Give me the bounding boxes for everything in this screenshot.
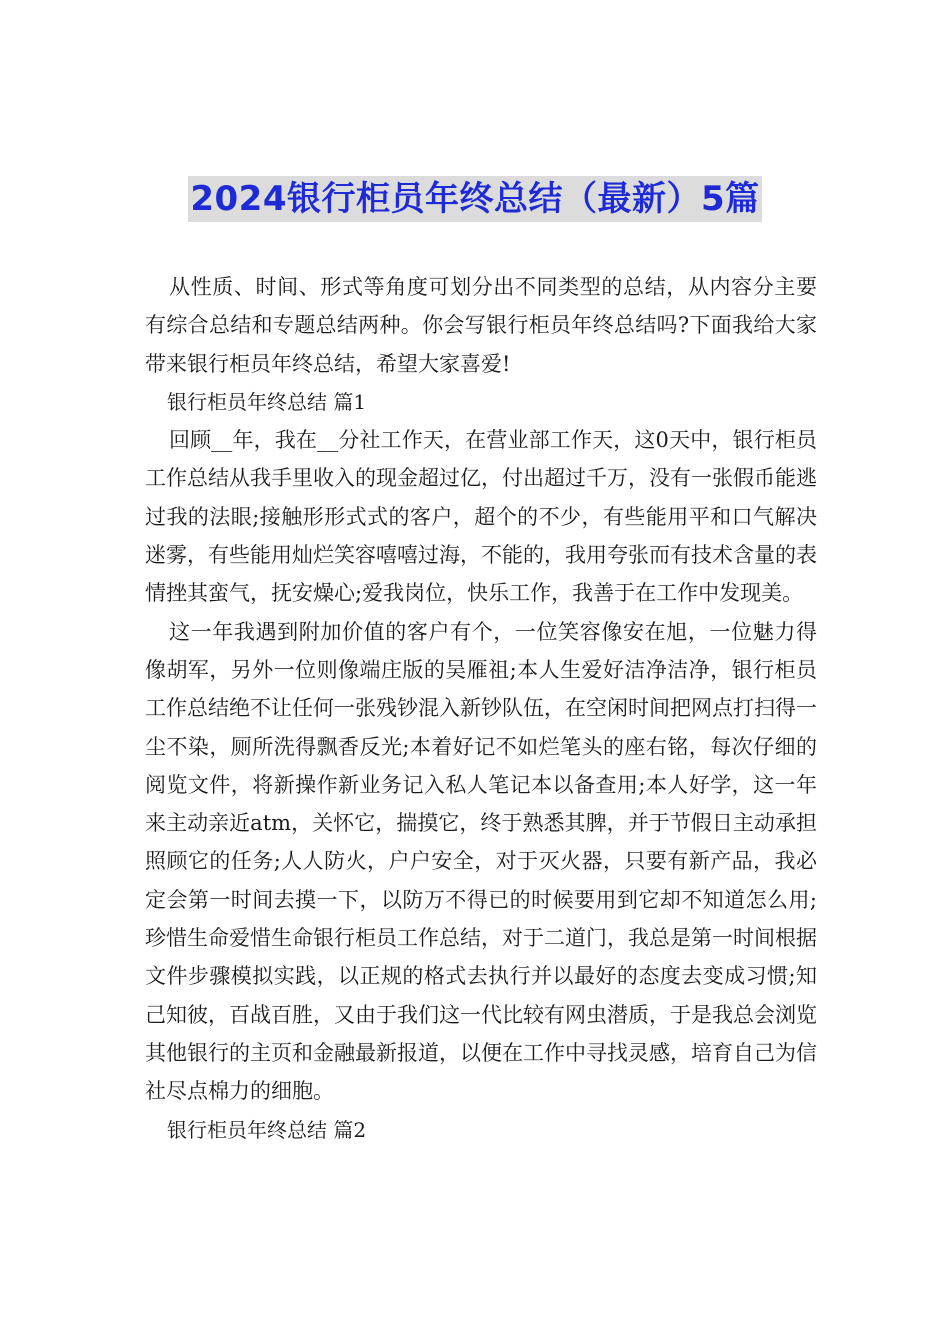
section-heading-1: 银行柜员年终总结 篇1 xyxy=(167,389,367,414)
title-container xyxy=(0,176,950,222)
document-title: 2024银行柜员年终总结（最新）5篇 xyxy=(188,176,761,222)
section1-paragraph-2: 这一年我遇到附加价值的客户有个，一位笑容像安在旭，一位魅力得像胡军，另外一位则像端庄版的吴雁祖;本人生爱好洁净洁净，银行柜员工作总结绝不让任何一张残钞混入新钞队伍，在空闲时间把网点打扫得一尘不染，厕所洗得飘香反光;本着好记不如烂笔头的座右铭，每次仔细的阅览文件，将新操作新业务记入私人笔记本以备查用;本人好学，这一年来主动亲近atm，关怀它，揣摸它，终于熟悉其脾，并于节假日主动承担照顾它的任务;人人防火，户户安全，对于灭火器，只要有新产品，我必定会第一时间去摸一下，以防万不得已的时候要用到它却不知道怎么用;珍惜生命爱惜生命银行柜员工作总结，对于二道门，我总是第一时间根据文件步骤模拟实践，以正规的格式去执行并以最好的态度去变成习惯;知己知彼，百战百胜，又由于我们这一代比较有网虫潜质，于是我总会浏览其他银行的主页和金融最新报道，以便在工作中寻找灵感，培育自己为信社尽点棉力的细胞。 xyxy=(145,619,817,1104)
document-body xyxy=(145,268,817,1149)
section-heading-2: 银行柜员年终总结 篇2 xyxy=(167,1117,367,1142)
section1-paragraph-1: 回顾__年，我在__分社工作天，在营业部工作天，这0天中，银行柜员工作总结从我手里收入的现金超过亿，付出超过千万，没有一张假币能逃过我的法眼;接触形形式式的客户，超个的不少，有些能用平和口气解决迷雾，有些能用灿烂笑容嘻嘻过海，不能的，我用夸张而有技术含量的表情挫其蛮气，抚安燥心;爱我岗位，快乐工作，我善于在工作中发现美。 xyxy=(145,428,817,606)
intro-paragraph: 从性质、时间、形式等角度可划分出不同类型的总结，从内容分主要有综合总结和专题总结两种。你会写银行柜员年终总结吗?下面我给大家带来银行柜员年终总结，希望大家喜爱! xyxy=(145,275,817,376)
